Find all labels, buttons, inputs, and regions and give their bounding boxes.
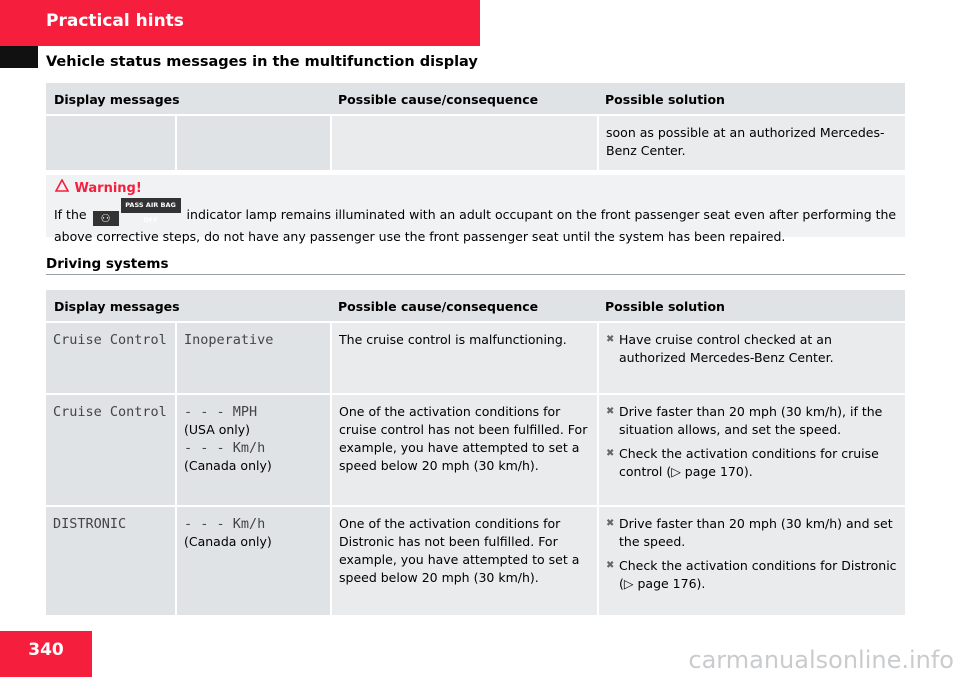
step-marker-icon: ✖ — [606, 448, 615, 459]
display-message-cell — [46, 507, 175, 617]
step-marker-icon: ✖ — [606, 518, 615, 529]
warning-text: If the ⚇PASS AIR BAG OFF indicator lamp remains illuminated with an adult occupant on the front passenger seat even after performing the above corrective steps, do not have any passenger use the front passenger seat until the system has been repaired. — [54, 198, 897, 246]
display-message-text: - - - Km/h — [184, 516, 266, 532]
solution-cell — [597, 507, 905, 617]
step-marker-icon: ✖ — [606, 560, 615, 571]
region-note: (USA only) — [184, 422, 251, 437]
display-message-text: - - - MPH — [184, 404, 258, 420]
solution-step: ✖ Drive faster than 20 mph (30 km/h), if the situation allows, and set the speed. — [606, 404, 883, 437]
cause-cell: One of the activation conditions for cruise control has not been fulfilled. For example, you have attempted to set a speed below 20 mph (30 km/h). — [330, 395, 597, 507]
header-bar — [0, 0, 480, 46]
driving-systems-title: Driving systems — [46, 256, 905, 275]
solution-step: ✖ Have cruise control checked at an authorized Mercedes-Benz Center. — [606, 332, 834, 365]
col-header-cause: Possible cause/consequence — [330, 290, 597, 323]
display-message-text: Inoperative — [184, 332, 274, 348]
warning-heading: Warning! — [54, 179, 897, 198]
solution-cell — [597, 395, 905, 507]
warning-triangle-icon — [54, 179, 70, 198]
region-note: (Canada only) — [184, 534, 272, 549]
step-marker-icon: ✖ — [606, 334, 615, 345]
driving-systems-table — [46, 290, 905, 617]
cause-cell: One of the activation conditions for Distronic has not been fulfilled. For example, you have attempted to set a speed below 20 mph (30 km/h). — [330, 507, 597, 617]
region-note: (Canada only) — [184, 458, 272, 473]
display-message-text: Cruise Control — [53, 404, 167, 420]
display-message-cell — [46, 395, 175, 507]
black-tab — [0, 46, 38, 68]
col-header-display: Display messages — [46, 290, 330, 323]
step-marker-icon: ✖ — [606, 406, 615, 417]
page-number: 340 — [0, 631, 92, 677]
col-header-display: Display messages — [46, 83, 330, 116]
warning-box — [46, 175, 905, 244]
solution-cell — [597, 323, 905, 395]
table-row — [46, 507, 905, 617]
section-title: Vehicle status messages in the multifunction display — [46, 54, 478, 70]
solution-step: ✖ Check the activation conditions for cruise control (▷ page 170). — [606, 446, 879, 479]
col-header-solution: Possible solution — [597, 83, 905, 116]
airbag-off-icon — [93, 198, 181, 227]
display-message-text: - - - Km/h — [184, 440, 266, 456]
solution-step: ✖ Drive faster than 20 mph (30 km/h) and set the speed. — [606, 516, 893, 549]
table-row — [46, 116, 905, 172]
cause-cell: The cruise control is malfunctioning. — [330, 323, 597, 395]
solution-step: ✖ Check the activation conditions for Distronic (▷ page 176). — [606, 558, 897, 591]
display-message-detail-cell — [175, 395, 330, 507]
watermark: carmanualsonline.info — [688, 646, 954, 674]
display-message-detail-cell — [175, 323, 330, 395]
table-row — [46, 395, 905, 507]
table-row — [46, 323, 905, 395]
status-table-top — [46, 83, 905, 172]
display-message-cell — [46, 323, 175, 395]
display-message-text: DISTRONIC — [53, 516, 127, 532]
col-header-solution: Possible solution — [597, 290, 905, 323]
display-message-detail-cell — [175, 507, 330, 617]
display-message-text: Cruise Control — [53, 332, 167, 348]
solution-cell: soon as possible at an authorized Mercedes-Benz Center. — [597, 116, 905, 172]
child-seat-icon: ⚇ — [93, 211, 119, 226]
pass-air-bag-off-label: PASS AIR BAG OFF — [121, 198, 181, 213]
col-header-cause: Possible cause/consequence — [330, 83, 597, 116]
chapter-title: Practical hints — [46, 11, 184, 31]
